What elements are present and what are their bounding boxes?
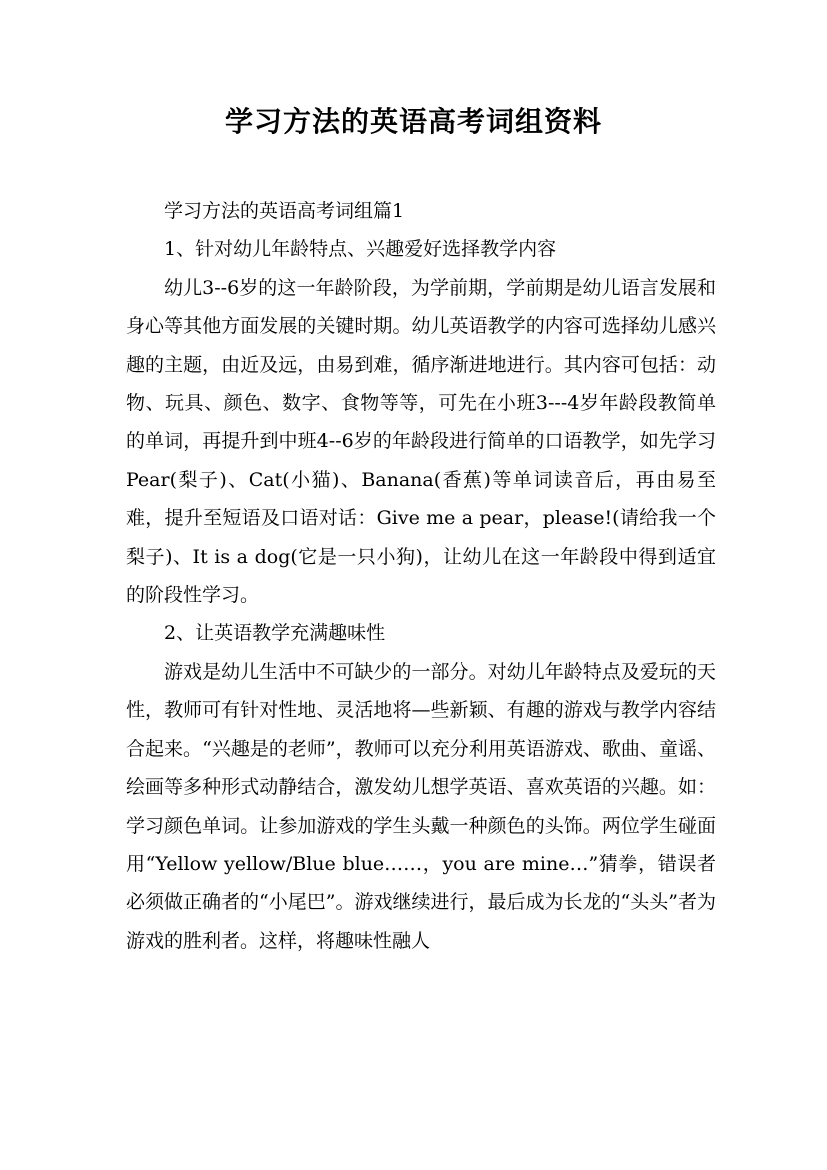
- paragraph-2: 游戏是幼儿生活中不可缺少的一部分。对幼儿年龄特点及爱玩的天性，教师可有针对性地、灵活地将—些新颖、有趣的游戏与教学内容结合起来。“兴趣是的老师”，教师可以充分利用英语游戏、歌曲、童谣、绘画等多种形式动静结合，激发幼儿想学英语、喜欢英语的兴趣。如：学习颜色单词。让参加游戏的学生头戴一种颜色的头饰。两位学生碰面用“Yellow yellow/Blue blue……，you are mine…”猜拳，错误者必须做正确者的“小尾巴”。游戏继续进行，最后成为长龙的“头头”者为游戏的胜利者。这样，将趣味性融人: [126, 660, 716, 952]
- subheading-1: 1、针对幼儿年龄特点、兴趣爱好选择教学内容: [164, 238, 557, 261]
- document-body: [126, 192, 716, 960]
- subheading-2: 2、让英语教学充满趣味性: [164, 622, 386, 645]
- document-title: 学习方法的英语高考词组资料: [224, 105, 602, 138]
- paragraph-1: 幼儿3--6岁的这一年龄阶段，为学前期，学前期是幼儿语言发展和身心等其他方面发展的关键时期。幼儿英语教学的内容可选择幼儿感兴趣的主题，由近及远，由易到难，循序渐进地进行。其内容可包括：动物、玩具、颜色、数字、食物等等，可先在小班3---4岁年龄段教简单的单词，再提升到中班4--6岁的年龄段进行简单的口语教学，如先学习Pear(梨子)、Cat(小猫)、Banana(香蕉)等单词读音后，再由易至难，提升至短语及口语对话：Give me a pear，please!(请给我一个梨子)、It is a dog(它是一只小狗)，让幼儿在这一年龄段中得到适宜的阶段性学习。: [126, 276, 716, 607]
- section-heading: 学习方法的英语高考词组篇1: [164, 200, 405, 222]
